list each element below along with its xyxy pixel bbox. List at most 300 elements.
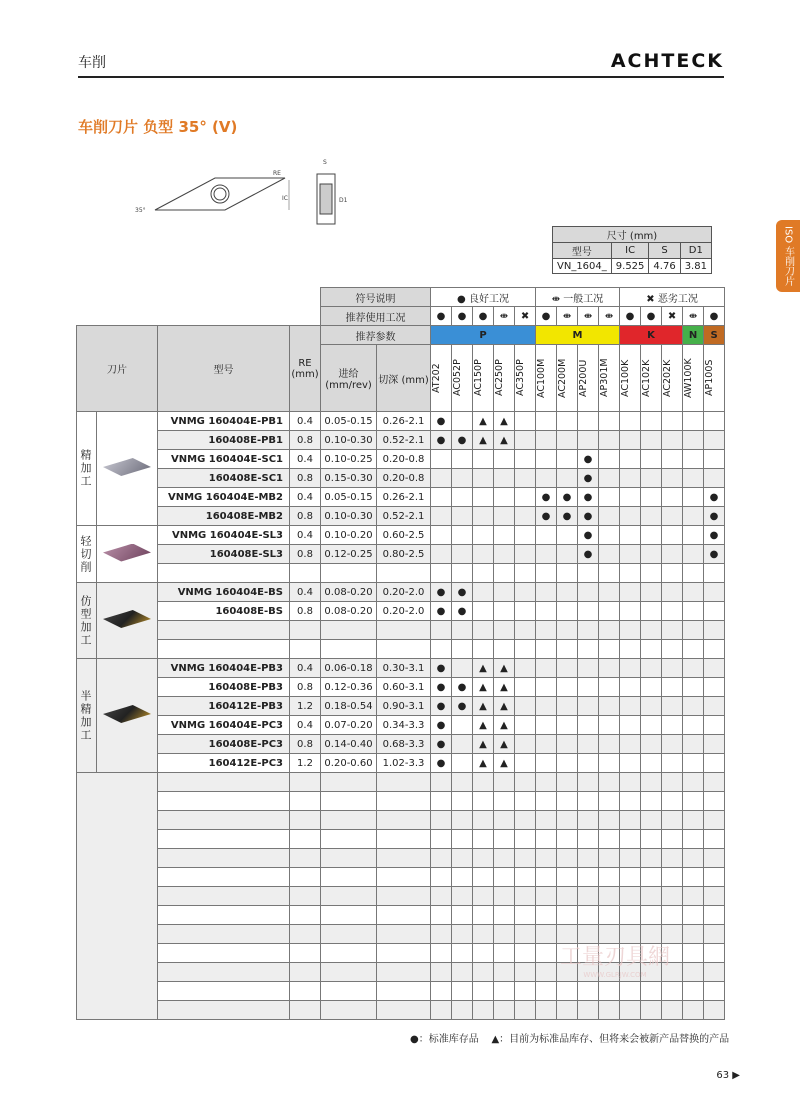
table-row — [77, 697, 725, 716]
blank-cell — [662, 868, 683, 887]
grade-mark — [683, 754, 704, 773]
grade-mark — [662, 640, 683, 659]
grade-mark — [662, 431, 683, 450]
grade-mark — [515, 716, 536, 735]
grade-mark — [536, 716, 557, 735]
grade-mark — [515, 697, 536, 716]
grade-mark — [494, 469, 515, 488]
grade-mark — [578, 716, 599, 735]
empty-row — [77, 811, 725, 830]
blank-cell — [536, 906, 557, 925]
grade-mark — [704, 678, 725, 697]
grade-mark — [515, 602, 536, 621]
blank-cell — [536, 811, 557, 830]
blank-cell — [578, 1001, 599, 1020]
table-row — [77, 754, 725, 773]
grade-mark — [683, 697, 704, 716]
depth-cell: 0.60-2.5 — [377, 526, 431, 545]
blank-cell — [704, 925, 725, 944]
grade-mark — [599, 469, 620, 488]
re-cell: 0.8 — [290, 735, 321, 754]
blank-cell — [536, 982, 557, 1001]
grade-mark: ● — [578, 488, 599, 507]
category-cell — [77, 412, 97, 526]
insert-icon — [103, 705, 151, 723]
blank-cell — [473, 906, 494, 925]
grade-mark: ● — [704, 545, 725, 564]
grade-mark — [599, 583, 620, 602]
grade-mark — [578, 412, 599, 431]
blank-cell — [662, 982, 683, 1001]
label-angle: 35° — [135, 207, 146, 214]
insert-drawing — [125, 150, 355, 230]
blank-cell — [321, 906, 377, 925]
grade-mark: ● — [431, 678, 452, 697]
blank-cell — [494, 811, 515, 830]
blank-cell — [578, 811, 599, 830]
grade-mark — [515, 735, 536, 754]
feed-cell: 0.18-0.54 — [321, 697, 377, 716]
grade-label: AC100M — [536, 358, 548, 398]
blank-cell — [599, 1001, 620, 1020]
blank-cell — [377, 982, 431, 1001]
blank-cell — [158, 849, 290, 868]
grade-mark — [641, 488, 662, 507]
table-row — [77, 621, 725, 640]
grade-mark — [662, 545, 683, 564]
usage-symbol: ● — [452, 307, 473, 326]
grade-mark — [704, 697, 725, 716]
usage-symbol: ✖ — [515, 307, 536, 326]
model-cell: VNMG 160404E-PB1 — [158, 412, 290, 431]
grade-mark: ● — [704, 488, 725, 507]
blank-cell — [321, 849, 377, 868]
blank-cell — [158, 982, 290, 1001]
grade-mark — [599, 564, 620, 583]
grade-mark — [683, 545, 704, 564]
re-cell: 1.2 — [290, 754, 321, 773]
grade-mark — [641, 507, 662, 526]
blank-cell — [599, 868, 620, 887]
blank-cell — [290, 773, 321, 792]
depth-cell: 0.52-2.1 — [377, 431, 431, 450]
blank-cell — [321, 792, 377, 811]
depth-cell — [377, 640, 431, 659]
blank-cell — [557, 792, 578, 811]
blank-cell — [641, 906, 662, 925]
dim-header: 型号 — [553, 243, 612, 259]
grade-mark — [473, 621, 494, 640]
blank-cell — [473, 963, 494, 982]
grade-mark — [431, 621, 452, 640]
blank-cell — [599, 811, 620, 830]
feed-cell: 0.08-0.20 — [321, 583, 377, 602]
re-cell: 0.4 — [290, 450, 321, 469]
blank-cell — [431, 944, 452, 963]
grade-mark: ▲ — [494, 678, 515, 697]
grade-mark — [683, 602, 704, 621]
model-cell: VNMG 160404E-BS — [158, 583, 290, 602]
grade-label: AC202K — [662, 359, 674, 397]
section-title: 车削 — [78, 55, 106, 71]
table-row — [77, 545, 725, 564]
blank-cell — [599, 887, 620, 906]
grade-header — [452, 345, 473, 412]
grade-header — [515, 345, 536, 412]
grade-mark: ● — [431, 412, 452, 431]
blank-cell — [377, 792, 431, 811]
grade-mark — [599, 697, 620, 716]
grade-mark: ▲ — [473, 697, 494, 716]
empty-row — [77, 868, 725, 887]
model-cell — [158, 640, 290, 659]
grade-mark: ● — [431, 735, 452, 754]
blank-cell — [599, 830, 620, 849]
blank-cell — [662, 830, 683, 849]
side-tab[interactable]: ISO 车削刀片 — [776, 220, 800, 292]
grade-mark — [641, 621, 662, 640]
table-row — [77, 583, 725, 602]
grade-header — [620, 345, 641, 412]
grade-header — [599, 345, 620, 412]
blank-cell — [377, 811, 431, 830]
blank-cell — [515, 792, 536, 811]
blank-cell — [290, 792, 321, 811]
grade-mark — [620, 545, 641, 564]
blank-cell — [158, 1001, 290, 1020]
grade-mark: ● — [431, 583, 452, 602]
grade-mark: ▲ — [473, 754, 494, 773]
blank-cell — [599, 792, 620, 811]
note-dot: ●：标准库存品 — [410, 1034, 479, 1045]
grade-mark — [704, 450, 725, 469]
grade-mark — [515, 564, 536, 583]
blank-cell — [473, 944, 494, 963]
blank-cell — [377, 1001, 431, 1020]
grade-mark — [683, 716, 704, 735]
blank-cell — [321, 925, 377, 944]
blank-cell — [704, 887, 725, 906]
grade-mark — [515, 583, 536, 602]
grade-mark — [704, 621, 725, 640]
usage-symbol: ⇼ — [557, 307, 578, 326]
model-cell: 160408E-BS — [158, 602, 290, 621]
blank-cell — [452, 925, 473, 944]
empty-row — [77, 773, 725, 792]
insert-image — [97, 412, 158, 526]
grade-mark — [515, 659, 536, 678]
feed-cell: 0.10-0.30 — [321, 507, 377, 526]
blank-cell — [321, 1001, 377, 1020]
grade-mark — [620, 621, 641, 640]
label-s: S — [323, 159, 327, 166]
blank-cell — [431, 906, 452, 925]
grade-mark — [578, 678, 599, 697]
grade-mark — [452, 412, 473, 431]
blank-cell — [683, 982, 704, 1001]
grade-mark — [452, 469, 473, 488]
blank-cell — [662, 792, 683, 811]
depth-cell: 0.26-2.1 — [377, 412, 431, 431]
grade-mark — [473, 564, 494, 583]
usage-symbol: ● — [536, 307, 557, 326]
grade-mark — [473, 507, 494, 526]
grade-mark: ▲ — [494, 716, 515, 735]
depth-cell: 0.20-2.0 — [377, 602, 431, 621]
grade-mark — [620, 659, 641, 678]
grade-mark — [536, 678, 557, 697]
blank-cell — [620, 792, 641, 811]
blank-cell — [536, 868, 557, 887]
grade-mark — [578, 697, 599, 716]
grade-header — [683, 345, 704, 412]
blank-cell — [452, 887, 473, 906]
grade-mark — [662, 678, 683, 697]
model-cell: VNMG 160404E-PC3 — [158, 716, 290, 735]
grade-mark — [536, 450, 557, 469]
blank-cell — [321, 830, 377, 849]
blank-cell — [683, 811, 704, 830]
blank-cell — [158, 773, 290, 792]
grade-mark — [683, 507, 704, 526]
grade-mark: ● — [452, 602, 473, 621]
grade-mark — [431, 469, 452, 488]
grade-mark — [452, 488, 473, 507]
blank-cell — [557, 887, 578, 906]
blank-cell — [431, 887, 452, 906]
grade-mark — [641, 564, 662, 583]
grade-mark — [536, 412, 557, 431]
blank-cell — [77, 773, 158, 1020]
grade-mark — [515, 621, 536, 640]
blank-cell — [704, 849, 725, 868]
insert-image — [97, 659, 158, 773]
blank-cell — [321, 773, 377, 792]
grade-mark — [620, 488, 641, 507]
blank-cell — [321, 944, 377, 963]
grade-mark — [578, 754, 599, 773]
insert-icon — [103, 458, 151, 476]
blank-cell — [599, 982, 620, 1001]
table-row — [77, 640, 725, 659]
usage-symbol: ● — [431, 307, 452, 326]
grade-label: AC150P — [473, 359, 484, 397]
grade-mark — [431, 640, 452, 659]
grade-mark: ▲ — [473, 735, 494, 754]
blank-cell — [158, 830, 290, 849]
blank-cell — [321, 982, 377, 1001]
grade-mark — [641, 526, 662, 545]
table-row — [77, 735, 725, 754]
grade-mark — [473, 545, 494, 564]
blank-cell — [662, 906, 683, 925]
depth-cell: 0.20-0.8 — [377, 450, 431, 469]
grade-mark — [683, 735, 704, 754]
grade-mark — [704, 716, 725, 735]
grade-mark — [557, 678, 578, 697]
grade-mark — [536, 640, 557, 659]
grade-mark — [662, 697, 683, 716]
grade-mark — [578, 640, 599, 659]
re-cell: 0.4 — [290, 583, 321, 602]
blank-cell — [683, 773, 704, 792]
blank-cell — [683, 830, 704, 849]
feed-cell: 0.05-0.15 — [321, 488, 377, 507]
grade-mark — [536, 697, 557, 716]
grade-label: AC350P — [515, 359, 526, 397]
grade-mark — [662, 488, 683, 507]
grade-mark — [557, 412, 578, 431]
watermark-text: 工量刃具網 — [560, 945, 671, 970]
blank-cell — [683, 906, 704, 925]
blank-cell — [683, 963, 704, 982]
feed-cell: 0.05-0.15 — [321, 412, 377, 431]
grade-mark — [683, 412, 704, 431]
grade-mark: ▲ — [494, 412, 515, 431]
footnotes — [410, 1030, 729, 1045]
grade-mark — [662, 507, 683, 526]
blank-cell — [536, 925, 557, 944]
blank-cell — [473, 773, 494, 792]
blank-cell — [557, 1001, 578, 1020]
blank-cell — [431, 773, 452, 792]
grade-mark — [515, 678, 536, 697]
grade-mark — [683, 488, 704, 507]
blank-cell — [377, 963, 431, 982]
grade-mark: ● — [557, 488, 578, 507]
grade-mark — [662, 735, 683, 754]
grade-mark: ▲ — [494, 659, 515, 678]
grade-mark — [473, 602, 494, 621]
blank-cell — [515, 849, 536, 868]
blank-cell — [473, 925, 494, 944]
blank-cell — [620, 849, 641, 868]
grade-mark — [704, 583, 725, 602]
blank-cell — [536, 830, 557, 849]
legend-bad: ✖ 恶劣工况 — [620, 288, 725, 307]
grade-mark: ● — [578, 526, 599, 545]
dim-caption: 尺寸 (mm) — [553, 227, 712, 243]
blank-cell — [578, 982, 599, 1001]
grade-mark — [452, 450, 473, 469]
blank-cell — [494, 963, 515, 982]
empty-row — [77, 792, 725, 811]
material-group-m: M — [536, 326, 620, 345]
model-cell: VNMG 160404E-MB2 — [158, 488, 290, 507]
grade-mark: ▲ — [473, 678, 494, 697]
grade-label: AC250P — [494, 359, 505, 397]
grade-mark: ● — [704, 526, 725, 545]
blank-cell — [704, 868, 725, 887]
blank-cell — [578, 868, 599, 887]
grade-mark — [557, 431, 578, 450]
grade-mark: ● — [431, 659, 452, 678]
usage-label: 推荐使用工况 — [321, 307, 431, 326]
blank-cell — [431, 849, 452, 868]
legend-label: 符号说明 — [321, 288, 431, 307]
blank-cell — [473, 887, 494, 906]
grade-mark — [431, 545, 452, 564]
grade-mark — [599, 602, 620, 621]
grade-mark — [431, 507, 452, 526]
grade-mark — [641, 431, 662, 450]
grade-label: AC102K — [641, 359, 653, 397]
insert-image — [97, 583, 158, 659]
grade-mark — [641, 678, 662, 697]
depth-cell — [377, 621, 431, 640]
grade-mark — [515, 545, 536, 564]
grade-mark — [431, 526, 452, 545]
blank-cell — [515, 963, 536, 982]
grade-mark — [662, 469, 683, 488]
grade-mark — [620, 412, 641, 431]
re-cell: 0.8 — [290, 678, 321, 697]
grade-mark — [494, 507, 515, 526]
grade-mark — [641, 697, 662, 716]
feed-cell: 0.12-0.25 — [321, 545, 377, 564]
dim-header: D1 — [680, 243, 711, 259]
feed-cell — [321, 564, 377, 583]
grade-mark — [536, 469, 557, 488]
depth-cell: 0.20-2.0 — [377, 583, 431, 602]
blank-cell — [515, 1001, 536, 1020]
blank-cell — [377, 868, 431, 887]
grade-mark — [620, 564, 641, 583]
grade-mark — [620, 450, 641, 469]
usage-symbol: ● — [641, 307, 662, 326]
blank-cell — [578, 887, 599, 906]
grade-mark — [578, 659, 599, 678]
blank-cell — [494, 925, 515, 944]
grade-mark — [494, 450, 515, 469]
grade-mark — [662, 716, 683, 735]
grade-mark — [557, 545, 578, 564]
model-cell: 160408E-PB3 — [158, 678, 290, 697]
blank-cell — [290, 982, 321, 1001]
blank-cell — [494, 792, 515, 811]
blank-cell — [599, 849, 620, 868]
blank-cell — [158, 925, 290, 944]
grade-mark — [620, 735, 641, 754]
blank-cell — [515, 773, 536, 792]
grade-mark — [599, 754, 620, 773]
blank-cell — [515, 830, 536, 849]
col-model: 型号 — [158, 326, 290, 412]
blank-cell — [431, 811, 452, 830]
feed-cell — [321, 640, 377, 659]
blank-cell — [494, 849, 515, 868]
blank-cell — [515, 811, 536, 830]
label-d1: D1 — [339, 197, 348, 204]
blank-cell — [662, 849, 683, 868]
grade-mark — [620, 754, 641, 773]
grade-mark: ▲ — [473, 716, 494, 735]
blank-cell — [290, 849, 321, 868]
col-re: RE (mm) — [290, 326, 321, 412]
grade-mark — [578, 583, 599, 602]
grade-header — [578, 345, 599, 412]
grade-mark — [599, 659, 620, 678]
grade-mark — [494, 640, 515, 659]
grade-mark: ● — [452, 697, 473, 716]
grade-mark — [683, 583, 704, 602]
grade-mark — [620, 583, 641, 602]
grade-mark — [452, 526, 473, 545]
usage-symbol: ● — [620, 307, 641, 326]
blank-cell — [704, 944, 725, 963]
grade-mark — [515, 526, 536, 545]
model-cell: 160412E-PC3 — [158, 754, 290, 773]
